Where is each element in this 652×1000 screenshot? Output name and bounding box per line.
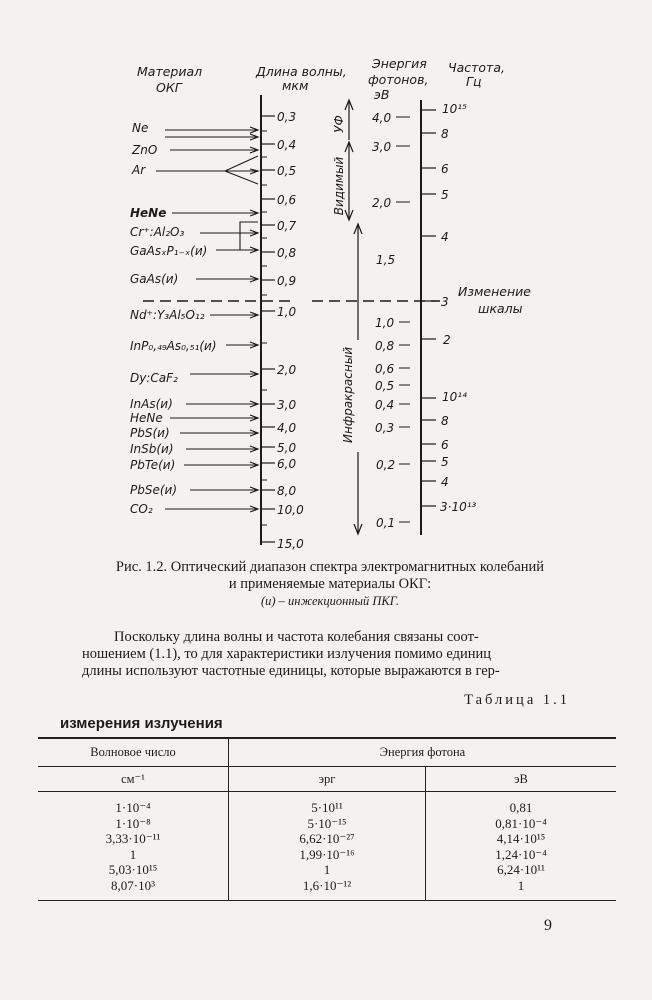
arrow-hene-1	[172, 210, 258, 216]
fr-tick-5e14	[421, 188, 449, 202]
fr-tick-8e13-label: 8	[441, 414, 449, 428]
material-ndyag: Nd⁺:Y₃Al₅O₁₂	[130, 308, 205, 322]
wl-tick-05	[261, 164, 296, 178]
col-ev-values	[426, 792, 617, 901]
wl-tick-20-label: 2,0	[277, 363, 297, 377]
en-tick-15	[376, 253, 395, 267]
erg-value: 1,6·10⁻¹²	[302, 877, 352, 893]
erg-value: 1	[323, 862, 331, 878]
wl-tick-08	[261, 246, 296, 260]
paragraph-line-2: ношением (1.1), то для характеристики излучения помимо единиц	[82, 646, 492, 662]
paragraph-line-1	[82, 629, 574, 646]
en-tick-04	[375, 398, 410, 412]
infrared-label: Инфракрасный	[341, 347, 355, 443]
en-tick-03-label: 0,3	[375, 421, 395, 435]
header-wavelength-line2: мкм	[282, 78, 309, 93]
wavelength-ticks	[261, 110, 304, 551]
arrow-gaasp	[216, 222, 258, 253]
paragraph-line-3: длины используют частотные единицы, которые выражаются в гер-	[82, 663, 500, 679]
arrow-inas	[186, 401, 258, 407]
caption-line-1: Рис. 1.2. Оптический диапазон спектра электромагнитных колебаний	[115, 559, 545, 575]
wl-tick-80	[261, 484, 296, 498]
fr-tick-1e14-label: 10¹⁴	[442, 390, 467, 404]
wl-tick-07-label: 0,7	[277, 219, 297, 233]
en-tick-30-label: 3,0	[372, 140, 392, 154]
wl-tick-60-label: 6,0	[277, 457, 297, 471]
wl-tick-30-label: 3,0	[277, 398, 297, 412]
fr-tick-2e14-label: 2	[443, 333, 451, 347]
fr-tick-5e14-label: 5	[441, 188, 449, 202]
wl-tick-30	[261, 398, 296, 412]
arrow-ruby	[200, 230, 258, 236]
uv-label: УФ	[332, 115, 346, 133]
header-energy	[368, 56, 428, 102]
en-tick-10	[375, 316, 410, 330]
paragraph-line-1-text: Поскольку длина волны и частота колебания связаны соот-	[114, 629, 479, 645]
wl-tick-40-label: 4,0	[277, 421, 297, 435]
arrow-inpas	[226, 342, 258, 348]
region-infrared	[341, 224, 362, 534]
header-frequency-line2: Гц	[466, 74, 482, 89]
material-dycaf2: Dy:CaF₂	[130, 371, 178, 385]
material-pbse: PbSe(и)	[130, 483, 178, 497]
arrow-ne	[165, 127, 258, 133]
visible-label: Видимый	[332, 156, 346, 216]
material-inas: InAs(и)	[130, 397, 173, 411]
table-body-row	[38, 792, 616, 901]
wl-tick-100-label: 10,0	[277, 503, 304, 517]
wl-tick-07	[261, 219, 296, 233]
fr-tick-8e14	[421, 127, 449, 141]
wl-tick-60	[261, 457, 296, 471]
arrow-zno-2	[170, 147, 258, 153]
unit-erg: эрг	[229, 767, 426, 792]
scale-change-label-1: Изменение	[458, 284, 531, 299]
energy-ticks	[372, 111, 410, 530]
ev-value: 0,81	[509, 800, 533, 815]
arrow-pbse	[190, 487, 258, 493]
wavenumber-value: 1·10⁻⁸	[115, 815, 151, 831]
ev-value: 1	[517, 877, 525, 893]
frequency-ticks	[421, 102, 477, 514]
en-tick-06	[375, 362, 410, 376]
en-tick-05-label: 0,5	[375, 379, 395, 393]
en-tick-05	[375, 379, 410, 393]
arrow-pbte	[184, 462, 258, 468]
wl-tick-150-label: 15,0	[277, 537, 304, 551]
fr-tick-6e14	[421, 162, 449, 176]
table-header-row	[38, 738, 616, 767]
region-visible	[332, 142, 353, 220]
body-paragraph	[82, 629, 574, 680]
header-material-line1: Материал	[137, 64, 203, 79]
wl-tick-50-label: 5,0	[277, 441, 297, 455]
header-material	[137, 64, 202, 95]
wl-tick-20	[261, 363, 296, 377]
header-wavenumber: Волновое число	[38, 738, 229, 767]
header-frequency	[448, 60, 505, 89]
fr-tick-3e14	[421, 295, 449, 309]
en-tick-08-label: 0,8	[375, 339, 395, 353]
en-tick-03	[375, 421, 410, 435]
table-unit-row	[38, 767, 616, 792]
fr-tick-4e13	[421, 475, 449, 489]
wl-tick-08-label: 0,8	[277, 246, 297, 260]
wl-tick-10-label: 1,0	[277, 305, 297, 319]
en-tick-08	[375, 339, 410, 353]
fr-tick-5e13	[421, 455, 449, 469]
fr-tick-4e14	[421, 230, 449, 244]
arrow-gaas	[196, 276, 258, 282]
header-wavelength-line1: Длина волны,	[256, 64, 347, 79]
arrow-insb	[186, 446, 258, 452]
scale-change-label-2: шкалы	[478, 301, 523, 316]
material-zno: ZnO	[132, 143, 158, 157]
en-tick-06-label: 0,6	[375, 362, 395, 376]
ev-value: 4,14·10¹⁵	[496, 831, 546, 847]
fr-tick-3e13-label: 3·10¹³	[440, 500, 477, 514]
wl-tick-80-label: 8,0	[277, 484, 297, 498]
header-energy-line1: Энергия	[372, 56, 427, 71]
wl-tick-150	[261, 537, 304, 551]
arrow-hene-2	[170, 415, 258, 421]
material-hene-1: HeNe	[130, 206, 167, 220]
en-tick-01	[376, 516, 410, 530]
fr-tick-3e13	[421, 500, 477, 514]
material-gaasp: GaAsₓP₁₋ₓ(и)	[130, 244, 208, 258]
units-table	[38, 737, 616, 901]
wl-tick-04	[261, 138, 296, 152]
material-ruby: Cr⁺:Al₂O₃	[130, 225, 185, 239]
figure-caption	[40, 559, 620, 610]
wavenumber-value: 5,03·10¹⁵	[108, 862, 158, 878]
ev-value: 6,24·10¹¹	[497, 862, 545, 878]
material-insb: InSb(и)	[130, 442, 174, 456]
fr-tick-4e14-label: 4	[441, 230, 449, 244]
erg-value: 6,62·10⁻²⁷	[299, 831, 355, 847]
caption-line-2: и применяемые материалы ОКГ:	[228, 576, 432, 592]
material-pbte: PbTe(и)	[130, 458, 176, 472]
en-tick-20	[372, 196, 410, 210]
en-tick-40-label: 4,0	[372, 111, 392, 125]
wl-tick-10	[261, 305, 296, 319]
fr-tick-8e13	[421, 414, 449, 428]
wl-tick-03-label: 0,3	[277, 110, 297, 124]
en-tick-02-label: 0,2	[376, 458, 396, 472]
fr-tick-3e14-label: 3	[441, 295, 449, 309]
arrow-dycaf2	[190, 371, 258, 377]
table-title: измерения излучения	[60, 715, 223, 732]
arrow-co2	[165, 506, 258, 512]
region-uv	[332, 100, 353, 140]
wl-tick-05-label: 0,5	[277, 164, 297, 178]
material-co2: CO₂	[130, 502, 153, 516]
material-labels	[130, 121, 217, 516]
en-tick-02	[376, 458, 410, 472]
en-tick-10-label: 1,0	[375, 316, 395, 330]
en-tick-20-label: 2,0	[372, 196, 392, 210]
material-inpas: InP₀,₄₉As₀,₅₁(и)	[130, 339, 217, 353]
fr-tick-6e13-label: 6	[441, 438, 449, 452]
wl-tick-09-label: 0,9	[277, 274, 297, 288]
arrow-pbs	[180, 430, 258, 436]
wl-tick-50	[261, 441, 296, 455]
page-number: 9	[544, 917, 552, 934]
wavenumber-value: 1	[129, 846, 137, 862]
material-ar: Ar	[132, 163, 146, 177]
fr-tick-1e14	[421, 390, 467, 404]
wavenumber-value: 8,07·10³	[111, 877, 155, 893]
fr-tick-8e14-label: 8	[441, 127, 449, 141]
erg-value: 5·10¹¹	[311, 800, 343, 815]
col-erg-values	[229, 792, 426, 901]
wavenumber-value: 3,33·10⁻¹¹	[105, 831, 161, 847]
header-energy-line3: эВ	[374, 87, 390, 102]
fr-tick-2e14	[421, 333, 451, 347]
en-tick-15-label: 1,5	[376, 253, 396, 267]
en-tick-01-label: 0,1	[376, 516, 396, 530]
ev-value: 1,24·10⁻⁴	[495, 846, 547, 862]
en-tick-30	[372, 140, 410, 154]
wl-tick-06	[261, 193, 296, 207]
col-wavenumber-values	[38, 792, 229, 901]
material-pbs: PbS(и)	[130, 426, 170, 440]
arrow-zno-1	[165, 134, 258, 140]
arrow-ndyag	[210, 312, 258, 318]
wl-tick-100	[261, 503, 304, 517]
header-photon-energy: Энергия фотона	[229, 738, 617, 767]
fr-tick-1e15-label: 10¹⁵	[442, 102, 467, 116]
fr-tick-6e13	[421, 438, 449, 452]
table-bottom-rule	[38, 900, 616, 901]
en-tick-04-label: 0,4	[375, 398, 395, 412]
fr-tick-1e15	[421, 102, 467, 116]
wl-tick-40	[261, 421, 296, 435]
header-frequency-line1: Частота,	[448, 60, 505, 75]
wl-tick-06-label: 0,6	[277, 193, 297, 207]
fr-tick-5e13-label: 5	[441, 455, 449, 469]
wavenumber-value: 1·10⁻⁴	[115, 800, 151, 815]
fr-tick-6e14-label: 6	[441, 162, 449, 176]
wl-tick-04-label: 0,4	[277, 138, 297, 152]
header-material-line2: ОКГ	[156, 80, 182, 95]
ev-value: 0,81·10⁻⁴	[495, 815, 547, 831]
wl-tick-03	[261, 110, 296, 124]
fr-tick-4e13-label: 4	[441, 475, 449, 489]
en-tick-40	[372, 111, 410, 125]
wl-tick-09	[261, 274, 296, 288]
caption-note: (и) – инжекционный ПКГ.	[260, 594, 399, 608]
unit-wavenumber: см⁻¹	[38, 767, 229, 792]
table-label: Таблица 1.1	[464, 692, 570, 708]
material-gaas: GaAs(и)	[130, 272, 179, 286]
erg-value: 1,99·10⁻¹⁶	[299, 846, 355, 862]
material-hene-2: HeNe	[130, 411, 163, 425]
header-energy-line2: фотонов,	[368, 72, 429, 87]
arrow-ar	[156, 156, 258, 184]
unit-ev: эВ	[426, 767, 617, 792]
material-ne: Ne	[132, 121, 149, 135]
erg-value: 5·10⁻¹⁵	[307, 815, 347, 831]
header-wavelength	[255, 64, 347, 93]
